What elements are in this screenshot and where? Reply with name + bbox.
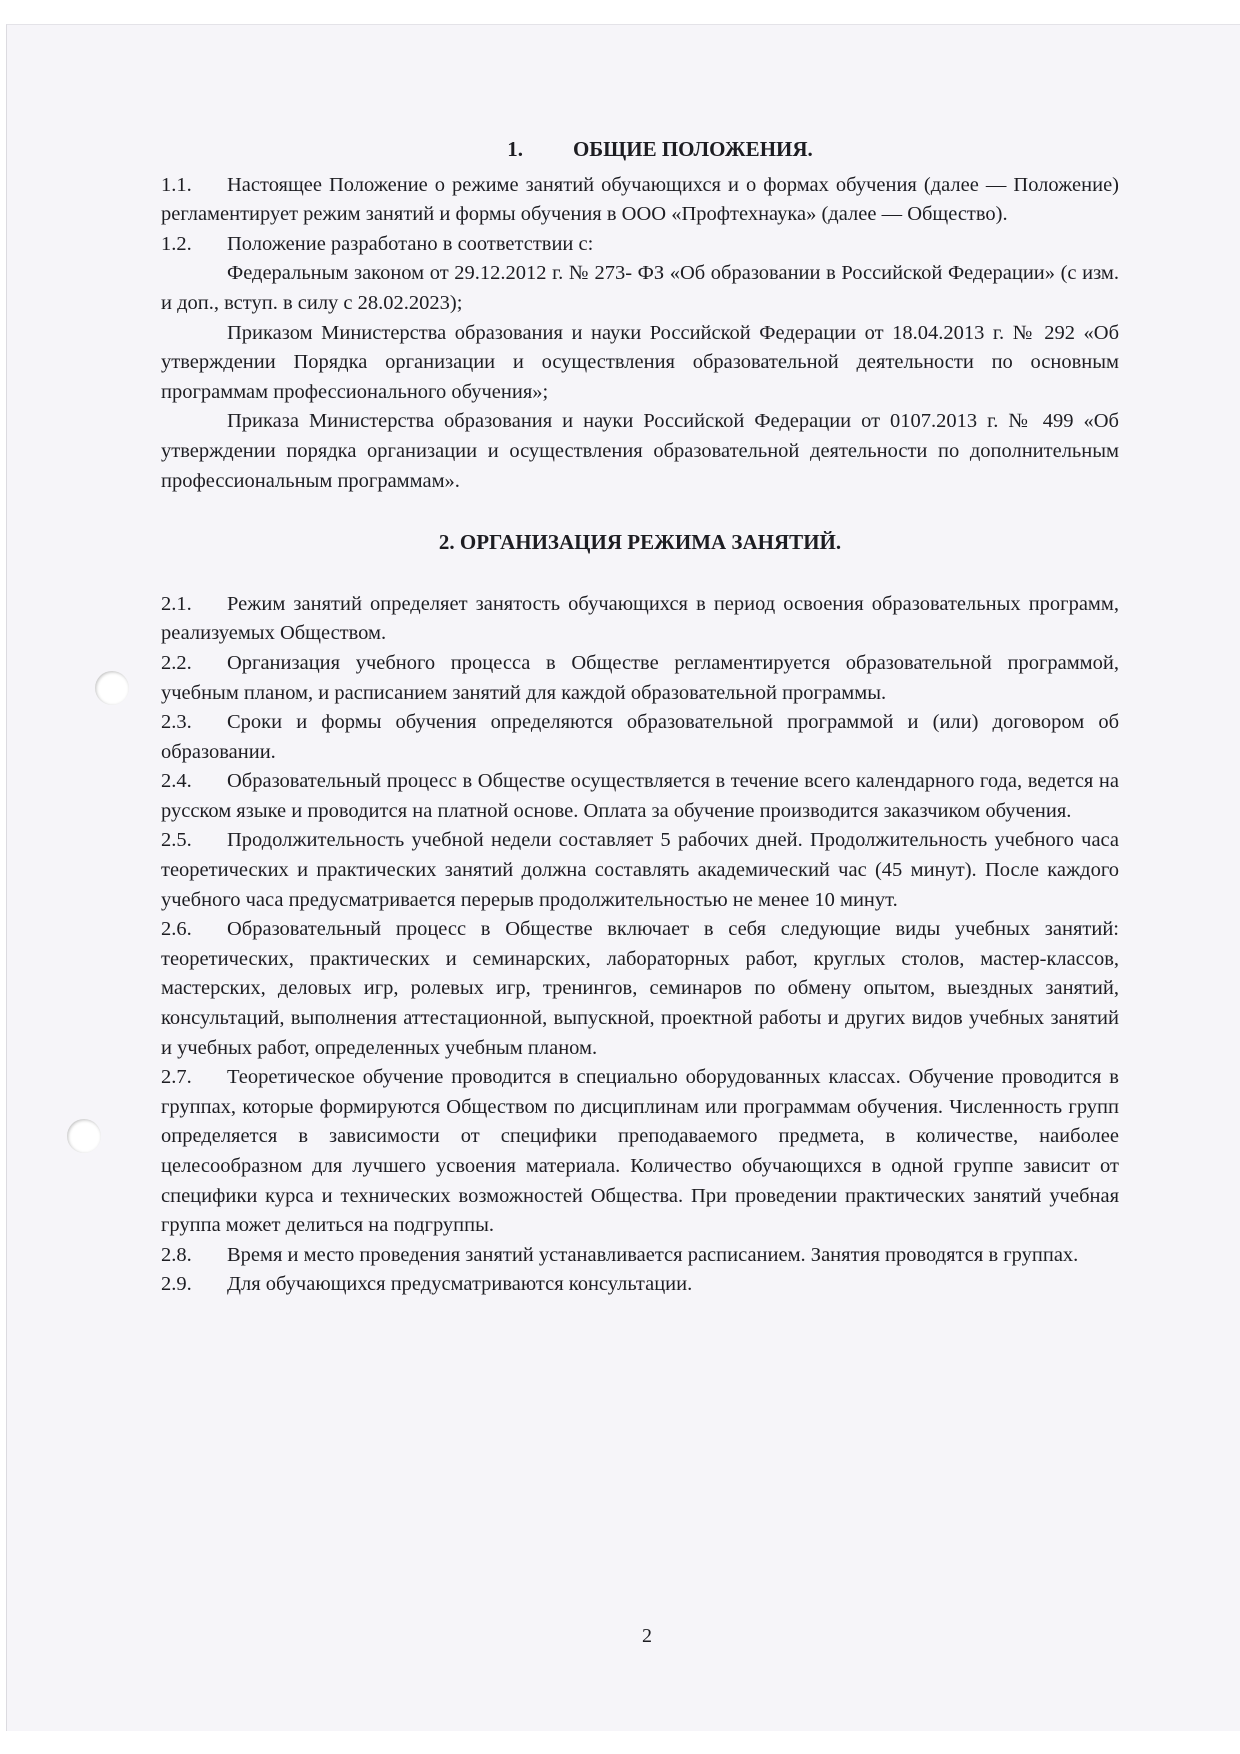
clause-2-2	[161, 649, 1119, 708]
clause-text: Настоящее Положение о режиме занятий обучающихся и о формах обучения (далее — Положение) регламентирует режим занятий и формы обучения в ООО «Профтехнаука» (далее — Общество).	[161, 173, 1119, 226]
clause-number: 2.3.	[161, 711, 192, 734]
clause-number: 2.9.	[161, 1273, 192, 1296]
section-1-heading	[161, 135, 1119, 165]
clause-2-7	[161, 1063, 1119, 1241]
clause-number: 1.2.	[161, 232, 192, 255]
clause-number: 2.8.	[161, 1243, 192, 1266]
clause-2-8	[161, 1241, 1119, 1271]
clause-1-1	[161, 171, 1119, 230]
clause-2-5	[161, 826, 1119, 915]
section-1-title: ОБЩИЕ ПОЛОЖЕНИЯ.	[572, 137, 813, 161]
clause-text: Режим занятий определяет занятость обучающихся в период освоения образовательных программ, реализуемых Обществом.	[161, 592, 1119, 645]
clause-text: Для обучающихся предусматриваются консультации.	[227, 1273, 693, 1296]
clause-1-2	[161, 230, 1119, 260]
clause-2-3	[161, 708, 1119, 767]
clause-text: Образовательный процесс в Обществе осуществляется в течение всего календарного года, ведется на русском языке и проводится на платной основе. Оплата за обучение производится заказчиком обучения.	[161, 770, 1119, 822]
clause-text: Продолжительность учебной недели составляет 5 рабочих дней. Продолжительность учебного часа теоретических и практических занятий должна составлять академический час (45 минут). После каждого учебного часа предусматривается перерыв продолжительностью не менее 10 минут.	[161, 829, 1119, 911]
page-number: 2	[642, 1625, 652, 1647]
clause-text: Положение разработано в соответствии с:	[227, 232, 594, 255]
clause-2-4	[161, 767, 1119, 826]
clause-number: 2.6.	[161, 918, 192, 941]
clause-text: Сроки и формы обучения определяются образовательной программой и (или) договором об образовании.	[161, 711, 1119, 763]
punch-hole	[95, 671, 129, 705]
basis-item: Приказа Министерства образования и науки Российской Федерации от 0107.2013 г. № 499 «Об утверждении порядка организации и осуществления образовательной деятельности по дополнительным профессиональным программам».	[161, 410, 1119, 492]
clause-text: Организация учебного процесса в Обществе регламентируется образовательной программой, учебным планом, и расписанием занятий для каждой образовательной программы.	[161, 651, 1119, 704]
section-2-heading: 2. ОРГАНИЗАЦИЯ РЕЖИМА ЗАНЯТИЙ.	[438, 530, 842, 555]
basis-item: Федеральным законом от 29.12.2012 г. № 273- ФЗ «Об образовании в Российской Федерации» (с изм. и доп., вступ. в силу с 28.02.2023);	[161, 262, 1119, 314]
clause-number: 2.1.	[161, 592, 192, 615]
clause-2-1	[161, 590, 1119, 649]
document-page	[6, 24, 1240, 1731]
punch-hole	[67, 1119, 101, 1153]
clause-number: 1.1.	[161, 173, 192, 196]
document-body	[161, 135, 1119, 1300]
clause-number: 2.5.	[161, 829, 192, 852]
clause-text: Время и место проведения занятий устанавливается расписанием. Занятия проводятся в группах.	[227, 1243, 1079, 1266]
clause-2-6	[161, 915, 1119, 1063]
clause-text: Образовательный процесс в Обществе включает в себя следующие виды учебных занятий: теоретических, практических и семинарских, лабораторных работ, круглых столов, мастер-классов, мастерских, деловых игр, ролевых игр, тренингов, семинаров по обмену опытом, выездных занятий, консультаций, выполнения аттестационной, выпускной, проектной работы и других видов учебных занятий и учебных работ, определенных учебным планом.	[161, 918, 1119, 1059]
clause-number: 2.2.	[161, 651, 192, 674]
clause-2-9	[161, 1270, 1119, 1300]
clause-number: 2.7.	[161, 1066, 192, 1089]
clause-number: 2.4.	[161, 770, 192, 793]
basis-item: Приказом Министерства образования и науки Российской Федерации от 18.04.2013 г. № 292 «Об утверждении Порядка организации и осуществления образовательной деятельности по основным программам профессионального обучения»;	[161, 321, 1119, 403]
clause-text: Теоретическое обучение проводится в специально оборудованных классах. Обучение проводится в группах, которые формируются Обществом по дисциплинам или программам обучения. Численность групп определяется в зависимости от специфики преподаваемого предмета, в количестве, наиболее целесообразном для лучшего усвоения материала. Количество обучающихся в одной группе зависит от специфики курса и технических возможностей Общества. При проведении практических занятий учебная группа может делиться на подгруппы.	[161, 1066, 1119, 1237]
section-1-number: 1.	[507, 137, 523, 161]
